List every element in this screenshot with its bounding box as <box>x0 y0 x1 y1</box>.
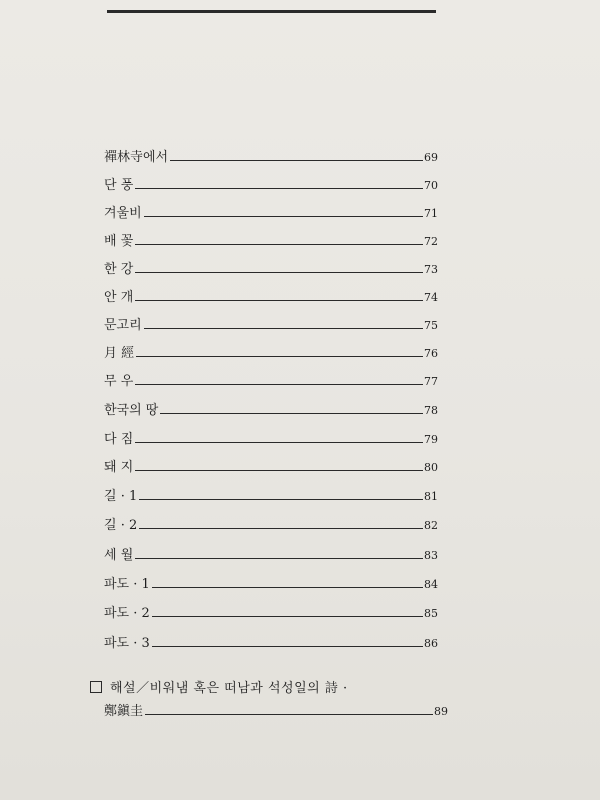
toc-entry-title: 돼 지 <box>104 460 134 475</box>
toc-leader-line <box>152 616 423 617</box>
toc-entry-page: 69 <box>424 151 438 164</box>
toc-leader-line <box>139 528 423 529</box>
toc-leader-line <box>135 244 423 245</box>
toc-entry-title: 한 강 <box>104 262 134 277</box>
toc-entry-page: 85 <box>424 607 438 620</box>
toc-entry-title: 안 개 <box>104 290 134 305</box>
toc-entry-title: 月 經 <box>104 346 135 361</box>
toc-leader-line <box>152 587 423 588</box>
toc-entry-page: 76 <box>424 347 438 360</box>
toc-leader-line <box>160 413 423 414</box>
toc-leader-line <box>152 646 423 647</box>
commentary-author-line <box>104 700 454 720</box>
toc-entry <box>104 602 444 622</box>
toc-entry-title: 파도 · 3 <box>104 636 150 651</box>
toc-entry-page: 78 <box>424 404 438 417</box>
toc-entry-page: 75 <box>424 319 438 332</box>
toc-entry <box>104 146 444 166</box>
toc-entry-title: 길 · 1 <box>104 489 138 504</box>
toc-leader-line <box>144 328 423 329</box>
toc-entry <box>104 286 444 306</box>
toc-entry-page: 82 <box>424 519 438 532</box>
toc-entry-page: 77 <box>424 375 438 388</box>
toc-leader-line <box>135 188 423 189</box>
toc-entry <box>104 314 444 334</box>
toc-entry-page: 74 <box>424 291 438 304</box>
toc-entry-title: 단 풍 <box>104 178 134 193</box>
toc-entry <box>104 514 444 534</box>
toc-leader-line <box>135 272 423 273</box>
toc-entry-title: 배 꽃 <box>104 234 134 249</box>
toc-entry <box>104 428 444 448</box>
commentary-entry <box>90 676 450 719</box>
toc-leader-line <box>135 442 423 443</box>
toc-entry-title: 겨울비 <box>104 206 142 221</box>
square-bullet-icon <box>90 681 102 693</box>
toc-entry-title: 禪林寺에서 <box>104 150 169 165</box>
toc-entry-page: 72 <box>424 235 438 248</box>
toc-leader-line <box>170 160 423 161</box>
toc-entry <box>104 544 444 564</box>
toc-entry-page: 86 <box>424 637 438 650</box>
toc-entry-title: 다 짐 <box>104 432 134 447</box>
toc-leader-line <box>136 356 423 357</box>
commentary-page: 89 <box>434 705 448 718</box>
toc-leader-line <box>135 470 423 471</box>
toc-entry <box>104 230 444 250</box>
top-rule <box>107 10 436 13</box>
toc-entry-page: 81 <box>424 490 438 503</box>
commentary-author: 鄭鎭圭 <box>104 704 144 719</box>
toc-leader-line <box>144 216 423 217</box>
toc-entry <box>104 174 444 194</box>
toc-entry-title: 파도 · 2 <box>104 606 150 621</box>
toc-entry-page: 84 <box>424 578 438 591</box>
toc-leader-line <box>145 714 433 715</box>
toc-entry <box>104 632 444 652</box>
toc-entry-title: 파도 · 1 <box>104 577 150 592</box>
toc-leader-line <box>135 384 423 385</box>
toc-entry <box>104 456 444 476</box>
commentary-heading-line <box>90 676 450 696</box>
toc-entry <box>104 370 444 390</box>
toc-entry-title: 길 · 2 <box>104 518 138 533</box>
toc-entry <box>104 258 444 278</box>
toc-leader-line <box>139 499 423 500</box>
toc-entry-page: 80 <box>424 461 438 474</box>
toc-leader-line <box>135 300 423 301</box>
toc-entry <box>104 342 444 362</box>
toc-entry-title: 무 우 <box>104 374 134 389</box>
toc-entry <box>104 485 444 505</box>
toc-leader-line <box>135 558 423 559</box>
toc-entry-page: 79 <box>424 433 438 446</box>
toc-entry <box>104 399 444 419</box>
toc-entry-title: 세 월 <box>104 548 134 563</box>
toc-entry-title: 한국의 땅 <box>104 403 159 418</box>
toc-entry-page: 71 <box>424 207 438 220</box>
toc-entry-page: 73 <box>424 263 438 276</box>
commentary-heading: 해설／비워냄 혹은 떠남과 석성일의 詩 · <box>110 680 348 696</box>
toc-entry-title: 문고리 <box>104 318 142 333</box>
toc-entry-page: 83 <box>424 549 438 562</box>
toc-entry-page: 70 <box>424 179 438 192</box>
toc-entry <box>104 202 444 222</box>
toc-entry <box>104 573 444 593</box>
